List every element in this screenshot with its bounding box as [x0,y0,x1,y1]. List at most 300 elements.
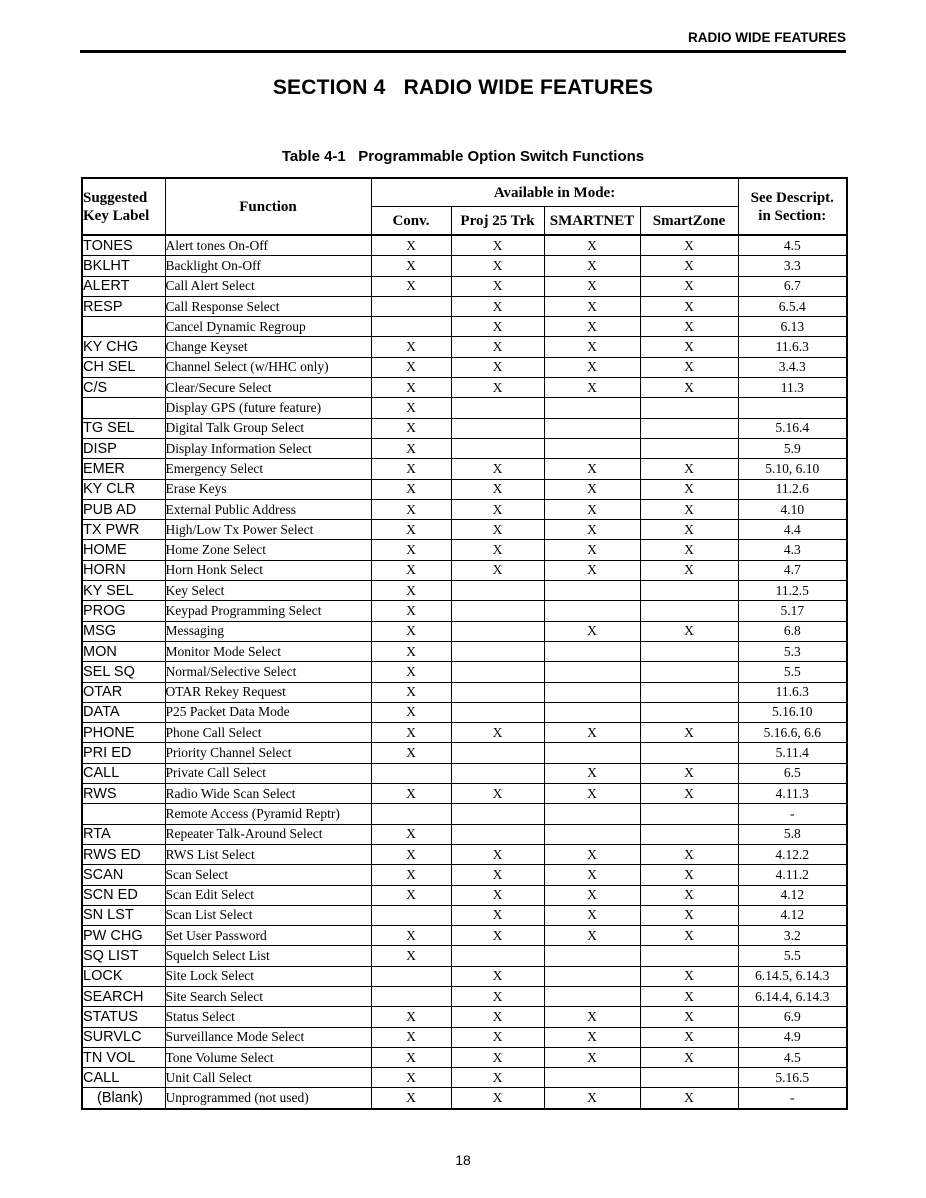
conv-mark-cell: X [371,1027,451,1047]
key-label-cell: TG SEL [82,418,165,438]
smartnet-mark-cell: X [544,1007,640,1027]
section-ref-cell: 4.5 [738,235,847,256]
available-mode-header: Available in Mode: [371,178,738,207]
smartzone-mark-cell: X [640,296,738,316]
conv-mark-cell: X [371,743,451,763]
key-label-cell: TN VOL [82,1047,165,1067]
function-cell: Call Alert Select [165,276,371,296]
table-row [82,763,847,783]
key-label-cell: ALERT [82,276,165,296]
function-cell: Tone Volume Select [165,1047,371,1067]
key-label-cell: SEL SQ [82,662,165,682]
smartnet-mark-cell: X [544,763,640,783]
conv-mark-cell: X [371,1007,451,1027]
p25-mark-cell: X [451,905,544,925]
conv-mark-cell: X [371,702,451,722]
smartnet-mark-cell: X [544,459,640,479]
table-row [82,946,847,966]
smartnet-mark-cell [544,966,640,986]
section-ref-cell: 5.17 [738,601,847,621]
key-label-cell: EMER [82,459,165,479]
function-cell: Remote Access (Pyramid Reptr) [165,804,371,824]
section-ref-cell: 5.3 [738,641,847,661]
conv-mark-cell [371,317,451,337]
p25-mark-cell: X [451,317,544,337]
section-ref-cell: 6.14.5, 6.14.3 [738,966,847,986]
conv-mark-cell: X [371,601,451,621]
conv-mark-cell: X [371,865,451,885]
smartzone-mark-cell: X [640,276,738,296]
table-row [82,784,847,804]
function-cell: Backlight On-Off [165,256,371,276]
table-row [82,1007,847,1027]
key-label-cell [82,398,165,418]
function-cell: Messaging [165,621,371,641]
p25-mark-cell [451,702,544,722]
table-row [82,621,847,641]
p25-mark-cell [451,398,544,418]
function-cell: Key Select [165,581,371,601]
smartnet-mark-cell [544,398,640,418]
section-ref-cell: 11.6.3 [738,682,847,702]
function-cell: Status Select [165,1007,371,1027]
section-ref-cell: 6.13 [738,317,847,337]
function-cell: Digital Talk Group Select [165,418,371,438]
section-ref-cell: 6.5 [738,763,847,783]
conv-mark-cell: X [371,824,451,844]
smartzone-mark-cell [640,662,738,682]
table-row [82,804,847,824]
table-row [82,641,847,661]
p25-mark-cell [451,662,544,682]
smartzone-mark-cell: X [640,1088,738,1109]
section-ref-header-line2: in Section: [758,207,827,224]
key-label-cell: BKLHT [82,256,165,276]
section-ref-cell: 6.14.4, 6.14.3 [738,986,847,1006]
table-row [82,844,847,864]
key-label-cell: CALL [82,1068,165,1088]
table-row [82,824,847,844]
smartzone-mark-cell: X [640,784,738,804]
smartnet-mark-cell: X [544,844,640,864]
table-row [82,357,847,377]
conv-mark-cell: X [371,479,451,499]
section-ref-cell: 4.9 [738,1027,847,1047]
smartzone-mark-cell: X [640,317,738,337]
conv-mark-cell: X [371,256,451,276]
section-ref-cell: 5.11.4 [738,743,847,763]
section-ref-header-line1: See Descript. [750,189,834,206]
key-label-cell: STATUS [82,1007,165,1027]
smartnet-mark-cell [544,438,640,458]
conv-mark-cell [371,296,451,316]
conv-mark-cell: X [371,418,451,438]
key-label-cell: MSG [82,621,165,641]
key-label-cell: RWS ED [82,844,165,864]
conv-mark-cell: X [371,844,451,864]
section-ref-cell: 4.11.2 [738,865,847,885]
p25-mark-cell [451,743,544,763]
function-cell: Keypad Programming Select [165,601,371,621]
section-ref-cell: 4.11.3 [738,784,847,804]
mode-header-smartnet: SMARTNET [544,207,640,236]
p25-mark-cell: X [451,256,544,276]
section-ref-cell: 5.16.6, 6.6 [738,723,847,743]
function-cell: Display Information Select [165,438,371,458]
p25-mark-cell: X [451,520,544,540]
function-cell: Horn Honk Select [165,560,371,580]
section-ref-cell: 11.3 [738,378,847,398]
smartnet-mark-cell [544,946,640,966]
p25-mark-cell: X [451,865,544,885]
smartzone-mark-cell [640,601,738,621]
smartnet-mark-cell [544,641,640,661]
smartzone-mark-cell [640,682,738,702]
p25-mark-cell [451,418,544,438]
conv-mark-cell: X [371,560,451,580]
p25-mark-cell [451,641,544,661]
key-label-cell: CH SEL [82,357,165,377]
key-label-cell: SCAN [82,865,165,885]
table-row [82,1088,847,1109]
section-ref-cell: 11.2.5 [738,581,847,601]
table-row [82,540,847,560]
section-ref-cell: 5.5 [738,946,847,966]
conv-mark-cell: X [371,235,451,256]
mode-header-p25: Proj 25 Trk [451,207,544,236]
section-ref-cell: - [738,804,847,824]
section-ref-cell: 3.3 [738,256,847,276]
key-label-cell: SURVLC [82,1027,165,1047]
conv-mark-cell: X [371,499,451,519]
section-ref-cell: 4.4 [738,520,847,540]
smartzone-mark-cell: X [640,885,738,905]
table-row [82,986,847,1006]
table-row [82,1068,847,1088]
p25-mark-cell: X [451,723,544,743]
function-cell: Site Search Select [165,986,371,1006]
smartzone-mark-cell: X [640,1007,738,1027]
function-cell: Call Response Select [165,296,371,316]
page-number: 18 [455,1152,471,1168]
function-cell: Erase Keys [165,479,371,499]
smartzone-mark-cell: X [640,357,738,377]
smartzone-mark-cell: X [640,459,738,479]
option-switch-table [81,177,848,1110]
p25-mark-cell [451,581,544,601]
table-row [82,337,847,357]
smartnet-mark-cell [544,418,640,438]
p25-mark-cell: X [451,1027,544,1047]
table-row [82,418,847,438]
smartzone-mark-cell: X [640,337,738,357]
section-ref-cell: - [738,1088,847,1109]
conv-mark-cell: X [371,682,451,702]
smartzone-mark-cell: X [640,926,738,946]
smartzone-mark-cell [640,1068,738,1088]
table-row [82,865,847,885]
conv-mark-cell: X [371,621,451,641]
key-label-cell: KY SEL [82,581,165,601]
table-row [82,438,847,458]
section-ref-cell: 11.2.6 [738,479,847,499]
conv-mark-cell: X [371,357,451,377]
section-ref-cell: 6.9 [738,1007,847,1027]
table-row [82,398,847,418]
smartzone-mark-cell: X [640,1047,738,1067]
key-label-cell: SEARCH [82,986,165,1006]
table-row [82,317,847,337]
function-cell: P25 Packet Data Mode [165,702,371,722]
table-row [82,560,847,580]
section-title: SECTION 4 RADIO WIDE FEATURES [272,76,654,99]
function-cell: Set User Password [165,926,371,946]
key-label-cell: PUB AD [82,499,165,519]
key-label-cell [82,804,165,824]
function-cell: Scan Edit Select [165,885,371,905]
smartnet-mark-cell: X [544,499,640,519]
conv-mark-cell: X [371,885,451,905]
function-cell: Emergency Select [165,459,371,479]
section-ref-cell: 4.12 [738,885,847,905]
function-cell: Change Keyset [165,337,371,357]
smartnet-mark-cell: X [544,865,640,885]
p25-mark-cell: X [451,540,544,560]
smartzone-mark-cell [640,824,738,844]
smartnet-mark-cell: X [544,317,640,337]
smartnet-mark-cell: X [544,926,640,946]
smartnet-mark-cell: X [544,1047,640,1067]
p25-mark-cell: X [451,337,544,357]
conv-mark-cell [371,966,451,986]
table-row [82,926,847,946]
smartzone-mark-cell: X [640,621,738,641]
smartnet-mark-cell [544,601,640,621]
key-label-cell: PHONE [82,723,165,743]
table-row [82,702,847,722]
smartnet-mark-cell: X [544,378,640,398]
key-label-cell: SQ LIST [82,946,165,966]
function-cell: Scan List Select [165,905,371,925]
table-row [82,723,847,743]
p25-mark-cell [451,804,544,824]
p25-mark-cell: X [451,844,544,864]
section-ref-cell: 6.7 [738,276,847,296]
conv-mark-cell [371,986,451,1006]
conv-mark-cell [371,763,451,783]
section-ref-cell: 3.2 [738,926,847,946]
section-ref-cell: 11.6.3 [738,337,847,357]
p25-mark-cell: X [451,986,544,1006]
p25-mark-cell: X [451,1007,544,1027]
conv-mark-cell: X [371,540,451,560]
table-row [82,662,847,682]
section-ref-cell: 5.8 [738,824,847,844]
conv-mark-cell: X [371,784,451,804]
section-ref-cell [738,398,847,418]
smartnet-mark-cell: X [544,723,640,743]
table-row [82,1047,847,1067]
p25-mark-cell: X [451,885,544,905]
smartnet-mark-cell [544,702,640,722]
p25-mark-cell [451,824,544,844]
table-row [82,499,847,519]
smartnet-mark-cell: X [544,520,640,540]
running-header: RADIO WIDE FEATURES [80,30,846,53]
p25-mark-cell [451,601,544,621]
section-ref-cell: 6.5.4 [738,296,847,316]
function-cell: Home Zone Select [165,540,371,560]
function-cell: Normal/Selective Select [165,662,371,682]
smartnet-mark-cell: X [544,885,640,905]
p25-mark-cell: X [451,235,544,256]
function-cell: Priority Channel Select [165,743,371,763]
smartzone-mark-cell [640,418,738,438]
section-ref-cell: 5.16.10 [738,702,847,722]
key-label-cell: C/S [82,378,165,398]
p25-mark-cell: X [451,276,544,296]
smartnet-mark-cell [544,1068,640,1088]
smartzone-mark-cell [640,641,738,661]
smartzone-mark-cell: X [640,540,738,560]
key-label-cell: (Blank) [82,1088,165,1109]
section-ref-cell: 5.10, 6.10 [738,459,847,479]
conv-mark-cell: X [371,337,451,357]
function-cell: Radio Wide Scan Select [165,784,371,804]
smartnet-mark-cell [544,581,640,601]
smartzone-mark-cell: X [640,986,738,1006]
smartzone-mark-cell: X [640,520,738,540]
key-label-cell: PW CHG [82,926,165,946]
smartzone-mark-cell: X [640,905,738,925]
p25-mark-cell [451,682,544,702]
section-ref-cell: 4.12 [738,905,847,925]
smartnet-mark-cell [544,682,640,702]
conv-mark-cell: X [371,926,451,946]
function-cell: Phone Call Select [165,723,371,743]
smartnet-mark-cell: X [544,540,640,560]
key-label-cell: SN LST [82,905,165,925]
key-label-cell: PRI ED [82,743,165,763]
smartzone-mark-cell [640,438,738,458]
p25-mark-cell [451,438,544,458]
smartzone-mark-cell: X [640,499,738,519]
key-label-cell: KY CLR [82,479,165,499]
smartnet-mark-cell [544,824,640,844]
conv-mark-cell: X [371,723,451,743]
p25-mark-cell: X [451,966,544,986]
key-label-cell: TONES [82,235,165,256]
smartnet-mark-cell: X [544,1088,640,1109]
function-cell: Scan Select [165,865,371,885]
p25-mark-cell [451,621,544,641]
key-label-cell: DISP [82,438,165,458]
p25-mark-cell: X [451,1068,544,1088]
table-row [82,601,847,621]
smartnet-mark-cell: X [544,560,640,580]
smartzone-mark-cell [640,743,738,763]
p25-mark-cell: X [451,926,544,946]
smartzone-mark-cell: X [640,723,738,743]
smartnet-mark-cell: X [544,1027,640,1047]
smartnet-mark-cell [544,743,640,763]
function-header: Function [165,178,371,235]
function-cell: Cancel Dynamic Regroup [165,317,371,337]
smartnet-mark-cell [544,986,640,1006]
smartnet-mark-cell: X [544,256,640,276]
key-label-cell: KY CHG [82,337,165,357]
smartnet-mark-cell: X [544,905,640,925]
conv-mark-cell: X [371,662,451,682]
function-cell: External Public Address [165,499,371,519]
table-row [82,682,847,702]
key-label-header-line2: Key Label [83,207,150,224]
key-label-cell: TX PWR [82,520,165,540]
table-row [82,296,847,316]
table-row [82,1027,847,1047]
key-label-cell: MON [82,641,165,661]
table-row [82,378,847,398]
key-label-cell: PROG [82,601,165,621]
table-row [82,581,847,601]
smartzone-mark-cell: X [640,479,738,499]
function-cell: OTAR Rekey Request [165,682,371,702]
conv-mark-cell: X [371,459,451,479]
function-cell: Monitor Mode Select [165,641,371,661]
smartzone-mark-cell: X [640,256,738,276]
function-cell: Squelch Select List [165,946,371,966]
section-ref-cell: 5.16.5 [738,1068,847,1088]
smartnet-mark-cell: X [544,479,640,499]
smartzone-mark-cell [640,581,738,601]
section-ref-cell: 4.7 [738,560,847,580]
key-label-cell: HORN [82,560,165,580]
conv-mark-cell [371,905,451,925]
p25-mark-cell: X [451,479,544,499]
conv-mark-cell: X [371,581,451,601]
p25-mark-cell [451,946,544,966]
table-row [82,885,847,905]
key-label-cell: LOCK [82,966,165,986]
section-ref-cell: 4.10 [738,499,847,519]
function-cell: Channel Select (w/HHC only) [165,357,371,377]
smartzone-mark-cell: X [640,1027,738,1047]
key-label-cell: HOME [82,540,165,560]
table-row [82,520,847,540]
key-label-cell: RTA [82,824,165,844]
function-cell: Display GPS (future feature) [165,398,371,418]
p25-mark-cell: X [451,459,544,479]
conv-mark-cell: X [371,1047,451,1067]
conv-mark-cell: X [371,946,451,966]
conv-mark-cell: X [371,641,451,661]
p25-mark-cell [451,763,544,783]
key-label-cell: DATA [82,702,165,722]
smartzone-mark-cell: X [640,763,738,783]
conv-mark-cell: X [371,398,451,418]
table-row [82,459,847,479]
table-row [82,235,847,256]
smartnet-mark-cell [544,804,640,824]
function-cell: Unprogrammed (not used) [165,1088,371,1109]
smartzone-mark-cell [640,804,738,824]
conv-mark-cell: X [371,378,451,398]
table-caption: Table 4-1 Programmable Option Switch Functions [281,148,645,165]
key-label-cell: CALL [82,763,165,783]
table-header [82,178,847,235]
smartzone-mark-cell [640,702,738,722]
smartzone-mark-cell [640,398,738,418]
